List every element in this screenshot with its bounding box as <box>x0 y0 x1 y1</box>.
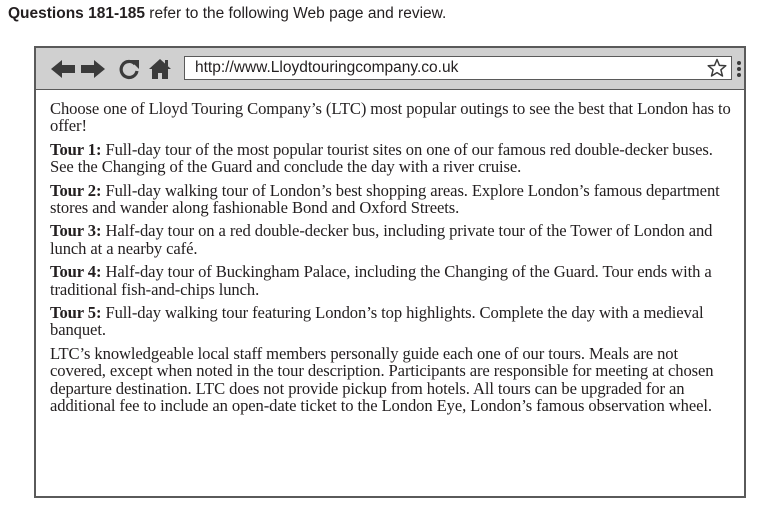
tour-3-paragraph <box>50 222 734 257</box>
tour-description: Full-day walking tour featuring London’s top highlights. Complete the day with a medieval banquet. <box>50 303 704 340</box>
browser-window <box>34 46 746 498</box>
home-icon[interactable] <box>148 58 172 80</box>
forward-arrow-icon[interactable] <box>80 58 106 80</box>
tour-description: Half-day tour on a red double-decker bus, including private tour of the Tower of London and lunch at a nearby café. <box>50 221 713 258</box>
refresh-icon[interactable] <box>118 58 140 80</box>
tour-label: Tour 2: <box>50 180 102 200</box>
tour-1-paragraph <box>50 141 734 176</box>
address-bar[interactable] <box>184 56 732 80</box>
tour-description: Full-day tour of the most popular tourist sites on one of our famous red double-decker buses. See the Changing of the Guard and conclude the day with a river cruise. <box>50 139 713 177</box>
tour-5-paragraph <box>50 304 734 339</box>
closing-paragraph: LTC’s knowledgeable local staff members personally guide each one of our tours. Meals are not covered, except when noted in the tour description. Participants are responsible for meeting at chosen departure destination. LTC does not provide pickup from hotels. All tours can be upgraded for an additional fee to include an open-date ticket to the London Eye, London’s famous observation wheel. <box>50 343 714 416</box>
tour-description: Full-day walking tour of London’s best shopping areas. Explore London’s famous department stores and wander along fashionable Bond and Oxford Streets. <box>50 180 720 218</box>
tour-description: Half-day tour of Buckingham Palace, including the Changing of the Guard. Tour ends with a traditional fish-and-chips lunch. <box>50 262 712 299</box>
star-icon[interactable] <box>707 58 727 78</box>
tour-label: Tour 5: <box>50 303 102 323</box>
kebab-menu-icon[interactable] <box>736 60 742 78</box>
question-instruction: refer to the following Web page and review. <box>149 5 447 22</box>
tour-label: Tour 1: <box>50 139 102 159</box>
question-range: Questions 181-185 <box>8 5 145 22</box>
back-arrow-icon[interactable] <box>50 58 76 80</box>
tour-2-paragraph <box>50 182 734 217</box>
browser-toolbar <box>36 48 744 90</box>
tour-label: Tour 4: <box>50 262 102 282</box>
url-text[interactable]: http://www.Lloydtouringcompany.co.uk <box>195 59 459 76</box>
page-content <box>50 100 734 421</box>
tour-4-paragraph <box>50 263 734 298</box>
question-header <box>8 5 446 23</box>
tour-label: Tour 3: <box>50 221 102 241</box>
intro-paragraph: Choose one of Lloyd Touring Company’s (LTC) most popular outings to see the best that London has to offer! <box>50 99 731 136</box>
